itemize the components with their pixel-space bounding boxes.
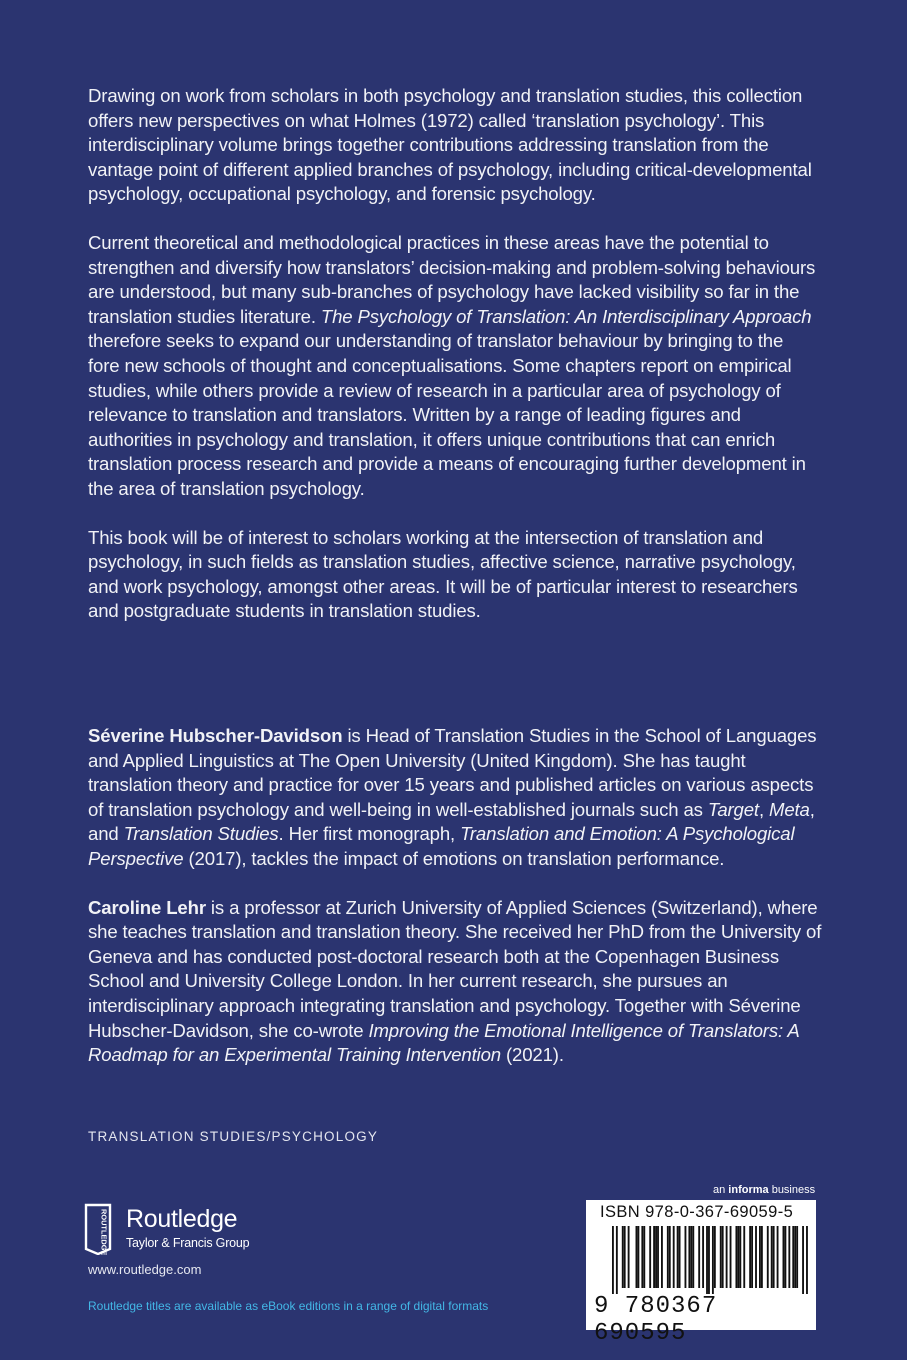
- barcode-bar: [794, 1226, 796, 1288]
- routledge-logo: [84, 1203, 284, 1257]
- barcode-bar: [673, 1226, 675, 1288]
- publisher-group: Taylor & Francis Group: [126, 1236, 250, 1250]
- barcode-bar: [739, 1226, 741, 1288]
- barcode-bar: [653, 1226, 655, 1288]
- barcode-bar: [777, 1226, 779, 1288]
- author-bio-2: Caroline Lehr is a professor at Zurich University of Applied Sciences (Switzerland), where she teaches translation and translation theory. She received her PhD from the University of Geneva and has conducted post-doctoral research both at the Copenhagen Business School and University College London. In her current research, she pursues an interdisciplinary approach integrating translation and psychology. Together with Séverine Hubscher-Davidson, she co-wrote Improving the Emotional Intelligence of Translators: A Roadmap for an Experimental Training Intervention (2021).: [88, 896, 822, 1066]
- barcode-bar: [735, 1226, 737, 1288]
- barcode-bar: [806, 1226, 808, 1294]
- routledge-mark-icon: [84, 1203, 112, 1255]
- barcode-bar: [783, 1226, 785, 1288]
- barcode-bar: [616, 1226, 618, 1294]
- author-bios: [88, 724, 823, 1092]
- subject-category: TRANSLATION STUDIES/PSYCHOLOGY: [88, 1129, 379, 1144]
- informa-business-tag: an informa business: [713, 1184, 816, 1196]
- barcode-bar: [771, 1226, 773, 1288]
- barcode-bar: [726, 1226, 728, 1288]
- barcode-bar: [712, 1226, 714, 1294]
- barcode-bar: [759, 1226, 761, 1288]
- barcode-bar: [751, 1226, 753, 1288]
- barcode-bar: [802, 1226, 804, 1294]
- author-name: Séverine Hubscher-Davidson: [88, 725, 343, 746]
- isbn-barcode: [586, 1200, 816, 1347]
- barcode-bar: [636, 1226, 638, 1288]
- barcode-bar: [679, 1226, 681, 1288]
- author-bio-1: Séverine Hubscher-Davidson is Head of Translation Studies in the School of Languages and Applied Linguistics at The Open University (United Kingdom). She has taught translation theory and practice for over 15 years and published articles on various aspects of translation psychology and well-being in well-established journals such as Target, Meta, and Translation Studies. Her first monograph, Translation and Emotion: A Psychological Perspective (2017), tackles the impact of emotions on translation performance.: [88, 725, 817, 869]
- barcode-bar: [649, 1226, 651, 1288]
- barcode-bar: [655, 1226, 657, 1288]
- barcode-bar: [657, 1226, 659, 1288]
- svg-text:ROUTLEDGE: ROUTLEDGE: [99, 1209, 109, 1255]
- barcode-bar: [641, 1226, 643, 1288]
- barcode-bar: [730, 1226, 732, 1288]
- publisher-website[interactable]: www.routledge.com: [88, 1262, 202, 1277]
- barcode-bar: [722, 1226, 724, 1288]
- barcode-bar: [755, 1226, 757, 1288]
- barcode-bar: [792, 1226, 794, 1288]
- barcode-bar: [749, 1226, 751, 1288]
- barcode-bar: [637, 1226, 639, 1288]
- barcode-bar: [796, 1226, 798, 1288]
- barcode-icon: [612, 1226, 808, 1294]
- barcode-bar: [677, 1226, 679, 1288]
- description-paragraph-2: Current theoretical and methodological practices in these areas have the potential to strengthen and diversify how translators’ decision-making and problem-solving behaviours are understood, but many sub-branches of psychology have lacked visibility so far in the translation studies literature. The Psychology of Translation: An Interdisciplinary Approach therefore seeks to expand our understanding of translator behaviour by bringing to the fore new schools of thought and conceptualisations. Some chapters report on empirical studies, while others provide a review of research in a particular area of psychology of relevance to translation and translators. Written by a range of leading figures and authorities in psychology and translation, it offers unique contributions that can enrich translation process research and provide a means of encouraging further development in the area of translation psychology.: [88, 231, 816, 499]
- author-name: Caroline Lehr: [88, 896, 206, 918]
- book-title-italic: The Psychology of Translation: An Interdisciplinary Approach: [320, 305, 812, 327]
- barcode-bar: [622, 1226, 624, 1288]
- barcode-bar: [767, 1226, 769, 1288]
- barcode-digits: 9 780367 690595: [594, 1293, 718, 1347]
- barcode-bar: [708, 1226, 710, 1294]
- barcode-bar: [702, 1226, 704, 1288]
- barcode-bar: [688, 1226, 690, 1288]
- barcode-bar: [761, 1226, 763, 1288]
- barcode-bar: [624, 1226, 626, 1288]
- description-paragraph-3: This book will be of interest to scholars working at the intersection of translation and psychology, in such fields as translation studies, affective science, narrative psychology, and work psychology, amongst other areas. It will be of particular interest to researchers and postgraduate students in translation studies.: [88, 526, 798, 622]
- barcode-bar: [706, 1226, 708, 1294]
- barcode-bar: [643, 1226, 645, 1288]
- barcode-bar: [737, 1226, 739, 1288]
- barcode-bar: [784, 1226, 786, 1288]
- barcode-bar: [685, 1226, 687, 1288]
- barcode-bar: [690, 1226, 692, 1288]
- barcode-bar: [743, 1226, 745, 1288]
- book-description: [88, 84, 818, 648]
- barcode-bar: [692, 1226, 694, 1288]
- ebook-note: Routledge titles are available as eBook editions in a range of digital formats: [88, 1299, 489, 1313]
- barcode-bar: [612, 1226, 614, 1294]
- barcode-bar: [661, 1226, 663, 1288]
- barcode-bar: [669, 1226, 671, 1288]
- publisher-name: Routledge: [126, 1205, 238, 1233]
- barcode-bar: [788, 1226, 790, 1288]
- barcode-bar: [628, 1226, 630, 1288]
- barcode-bar: [720, 1226, 722, 1288]
- description-paragraph-1: Drawing on work from scholars in both psychology and translation studies, this collection offers new perspectives on what Holmes (1972) called ‘translation psychology’. This interdisciplinary volume brings together contributions addressing translation from the vantage point of different applied branches of psychology, including critical-developmental psychology, occupational psychology, and forensic psychology.: [88, 85, 812, 205]
- isbn-label: ISBN 978-0-367-69059-5: [600, 1203, 794, 1221]
- barcode-bar: [698, 1226, 700, 1288]
- barcode-bar: [714, 1226, 716, 1288]
- barcode-bar: [773, 1226, 775, 1288]
- barcode-bar: [667, 1226, 669, 1288]
